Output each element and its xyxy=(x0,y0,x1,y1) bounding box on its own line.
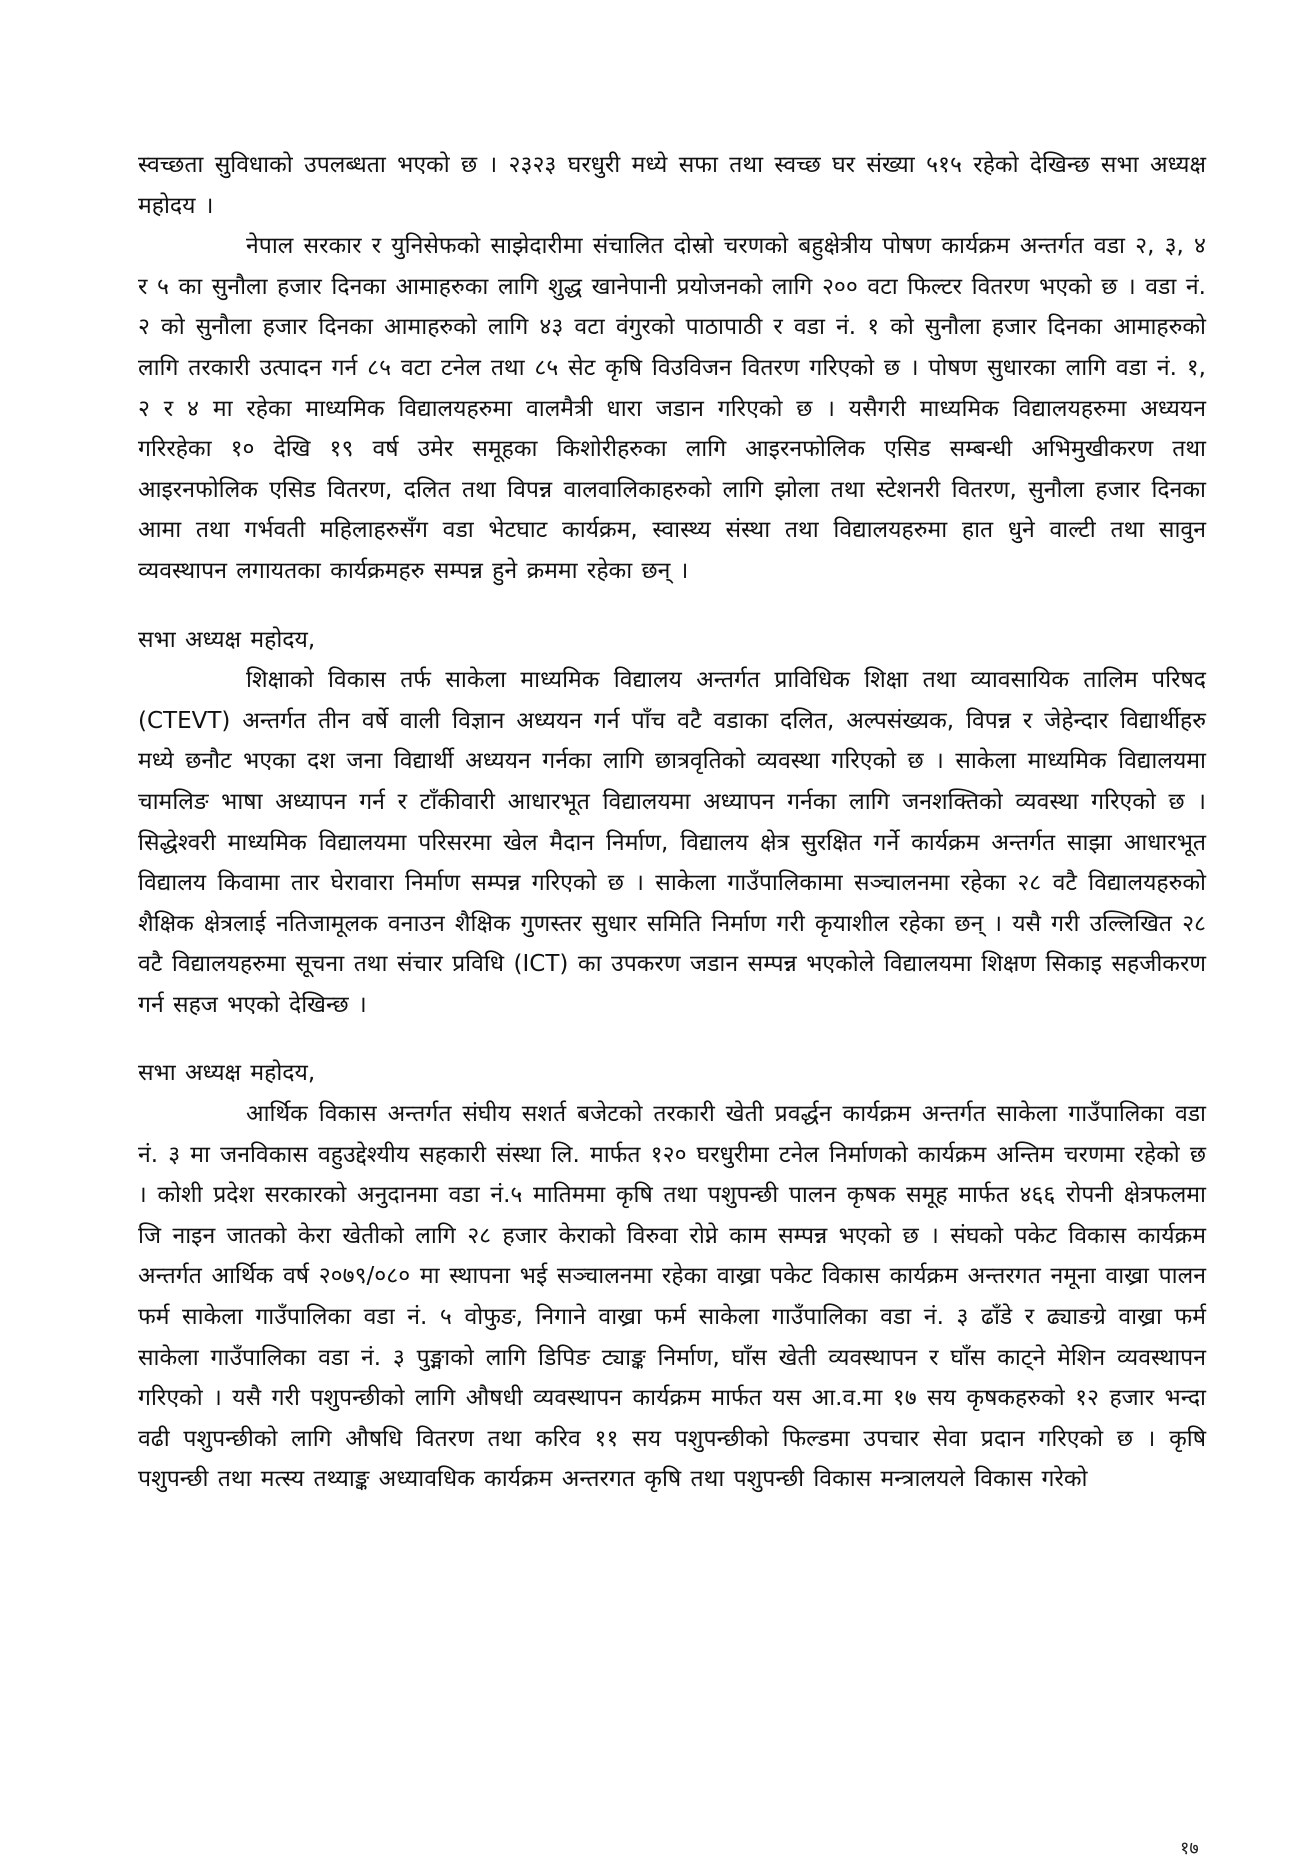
greeting-chairperson-1: सभा अध्यक्ष महोदय, xyxy=(138,626,316,653)
body-text xyxy=(138,145,1206,1500)
paragraph-education: शिक्षाको विकास तर्फ साकेला माध्यमिक विद्यालय अन्तर्गत प्राविधिक शिक्षा तथा व्यावसायिक तालिम परिषद (CTEVT) अन्तर्गत तीन वर्षे वाली विज्ञान अध्ययन गर्न पाँच वटै वडाका दलित, अल्पसंख्यक, विपन्न र जेहेन्दार विद्यार्थीहरु मध्ये छनौट भएका दश जना विद्यार्थी अध्ययन गर्नका लागि छात्रवृतिको व्यवस्था गरिएको छ । साकेला माध्यमिक विद्यालयमा चामलिङ भाषा अध्यापन गर्न र टाँकीवारी आधारभूत विद्यालयमा अध्यापन गर्नका लागि जनशक्तिको व्यवस्था गरिएको छ । सिद्धेश्वरी माध्यमिक विद्यालयमा परिसरमा खेल मैदान निर्माण, विद्यालय क्षेत्र सुरक्षित गर्ने कार्यक्रम अन्तर्गत साझा आधारभूत विद्यालय किवामा तार घेरावारा निर्माण सम्पन्न गरिएको छ । साकेला गाउँपालिकामा सञ्चालनमा रहेका २८ वटै विद्यालयहरुको शैक्षिक क्षेत्रलाई नतिजामूलक वनाउन शैक्षिक गुणस्तर सुधार समिति निर्माण गरी कृयाशील रहेका छन् । यसै गरी उल्लिखित २८ वटै विद्यालयहरुमा सूचना तथा संचार प्रविधि (ICT) का उपकरण जडान सम्पन्न भएकोले विद्यालयमा शिक्षण सिकाइ सहजीकरण गर्न सहज भएको देखिन्छ । xyxy=(138,667,1206,1018)
paragraph-nutrition: नेपाल सरकार र युनिसेफको साझेदारीमा संचालित दोस्रो चरणको बहुक्षेत्रीय पोषण कार्यक्रम अन्तर्गत वडा २, ३, ४ र ५ का सुनौला हजार दिनका आमाहरुका लागि शुद्ध खानेपानी प्रयोजनको लागि २०० वटा फिल्टर वितरण भएको छ । वडा नं. २ को सुनौला हजार दिनका आमाहरुको लागि ४३ वटा वंगुरको पाठापाठी र वडा नं. १ को सुनौला हजार दिनका आमाहरुको लागि तरकारी उत्पादन गर्न ८५ वटा टनेल तथा ८५ सेट कृषि विउविजन वितरण गरिएको छ । पोषण सुधारका लागि वडा नं. १, २ र ४ मा रहेका माध्यमिक विद्यालयहरुमा वालमैत्री धारा जडान गरिएको छ । यसैगरी माध्यमिक विद्यालयहरुमा अध्ययन गरिरहेका १० देखि १९ वर्ष उमेर समूहका किशोरीहरुका लागि आइरनफोलिक एसिड सम्बन्धी अभिमुखीकरण तथा आइरनफोलिक एसिड वितरण, दलित तथा विपन्न वालवालिकाहरुको लागि झोला तथा स्टेशनरी वितरण, सुनौला हजार दिनका आमा तथा गर्भवती महिलाहरुसँग वडा भेटघाट कार्यक्रम, स्वास्थ्य संस्था तथा विद्यालयहरुमा हात धुने वाल्टी तथा सावुन व्यवस्थापन लगायतका कार्यक्रमहरु सम्पन्न हुने क्रममा रहेका छन् । xyxy=(138,233,1206,584)
greeting-chairperson-2: सभा अध्यक्ष महोदय, xyxy=(138,1060,316,1087)
paragraph-economic: आर्थिक विकास अन्तर्गत संघीय सशर्त बजेटको तरकारी खेती प्रवर्द्धन कार्यक्रम अन्तर्गत साकेला गाउँपालिका वडा नं. ३ मा जनविकास वहुउद्देश्यीय सहकारी संस्था लि. मार्फत १२० घरधुरीमा टनेल निर्माणको कार्यक्रम अन्तिम चरणमा रहेको छ । कोशी प्रदेश सरकारको अनुदानमा वडा नं.५ मातिममा कृषि तथा पशुपन्छी पालन कृषक समूह मार्फत ४६६ रोपनी क्षेत्रफलमा जि नाइन जातको केरा खेतीको लागि २८ हजार केराको विरुवा रोप्ने काम सम्पन्न भएको छ । संघको पकेट विकास कार्यक्रम अन्तर्गत आर्थिक वर्ष २०७९/०८० मा स्थापना भई सञ्चालनमा रहेका वाख्रा पकेट विकास कार्यक्रम अन्तरगत नमूना वाख्रा पालन फर्म साकेला गाउँपालिका वडा नं. ५ वोफुङ, निगाने वाख्रा फर्म साकेला गाउँपालिका वडा नं. ३ ढाँडे र ढ्याङग्रे वाख्रा फर्म साकेला गाउँपालिका वडा नं. ३ पुङ्माको लागि डिपिङ ट्याङ्क निर्माण, घाँस खेती व्यवस्थापन र घाँस काट्ने मेशिन व्यवस्थापन गरिएको । यसै गरी पशुपन्छीको लागि औषधी व्यवस्थापन कार्यक्रम मार्फत यस आ.व.मा १७ सय कृषकहरुको १२ हजार भन्दा वढी पशुपन्छीको लागि औषधि वितरण तथा करिव ११ सय पशुपन्छीको फिल्डमा उपचार सेवा प्रदान गरिएको छ । कृषि पशुपन्छी तथा मत्स्य तथ्याङ्क अध्यावधिक कार्यक्रम अन्तरगत कृषि तथा पशुपन्छी विकास मन्त्रालयले विकास गरेको xyxy=(138,1101,1206,1493)
page-number: १७ xyxy=(1180,1838,1199,1859)
paragraph-sanitation: स्वच्छता सुविधाको उपलब्धता भएको छ । २३२३ घरधुरी मध्ये सफा तथा स्वच्छ घर संख्या ५१५ रहेको देखिन्छ सभा अध्यक्ष महोदय । xyxy=(138,152,1206,219)
